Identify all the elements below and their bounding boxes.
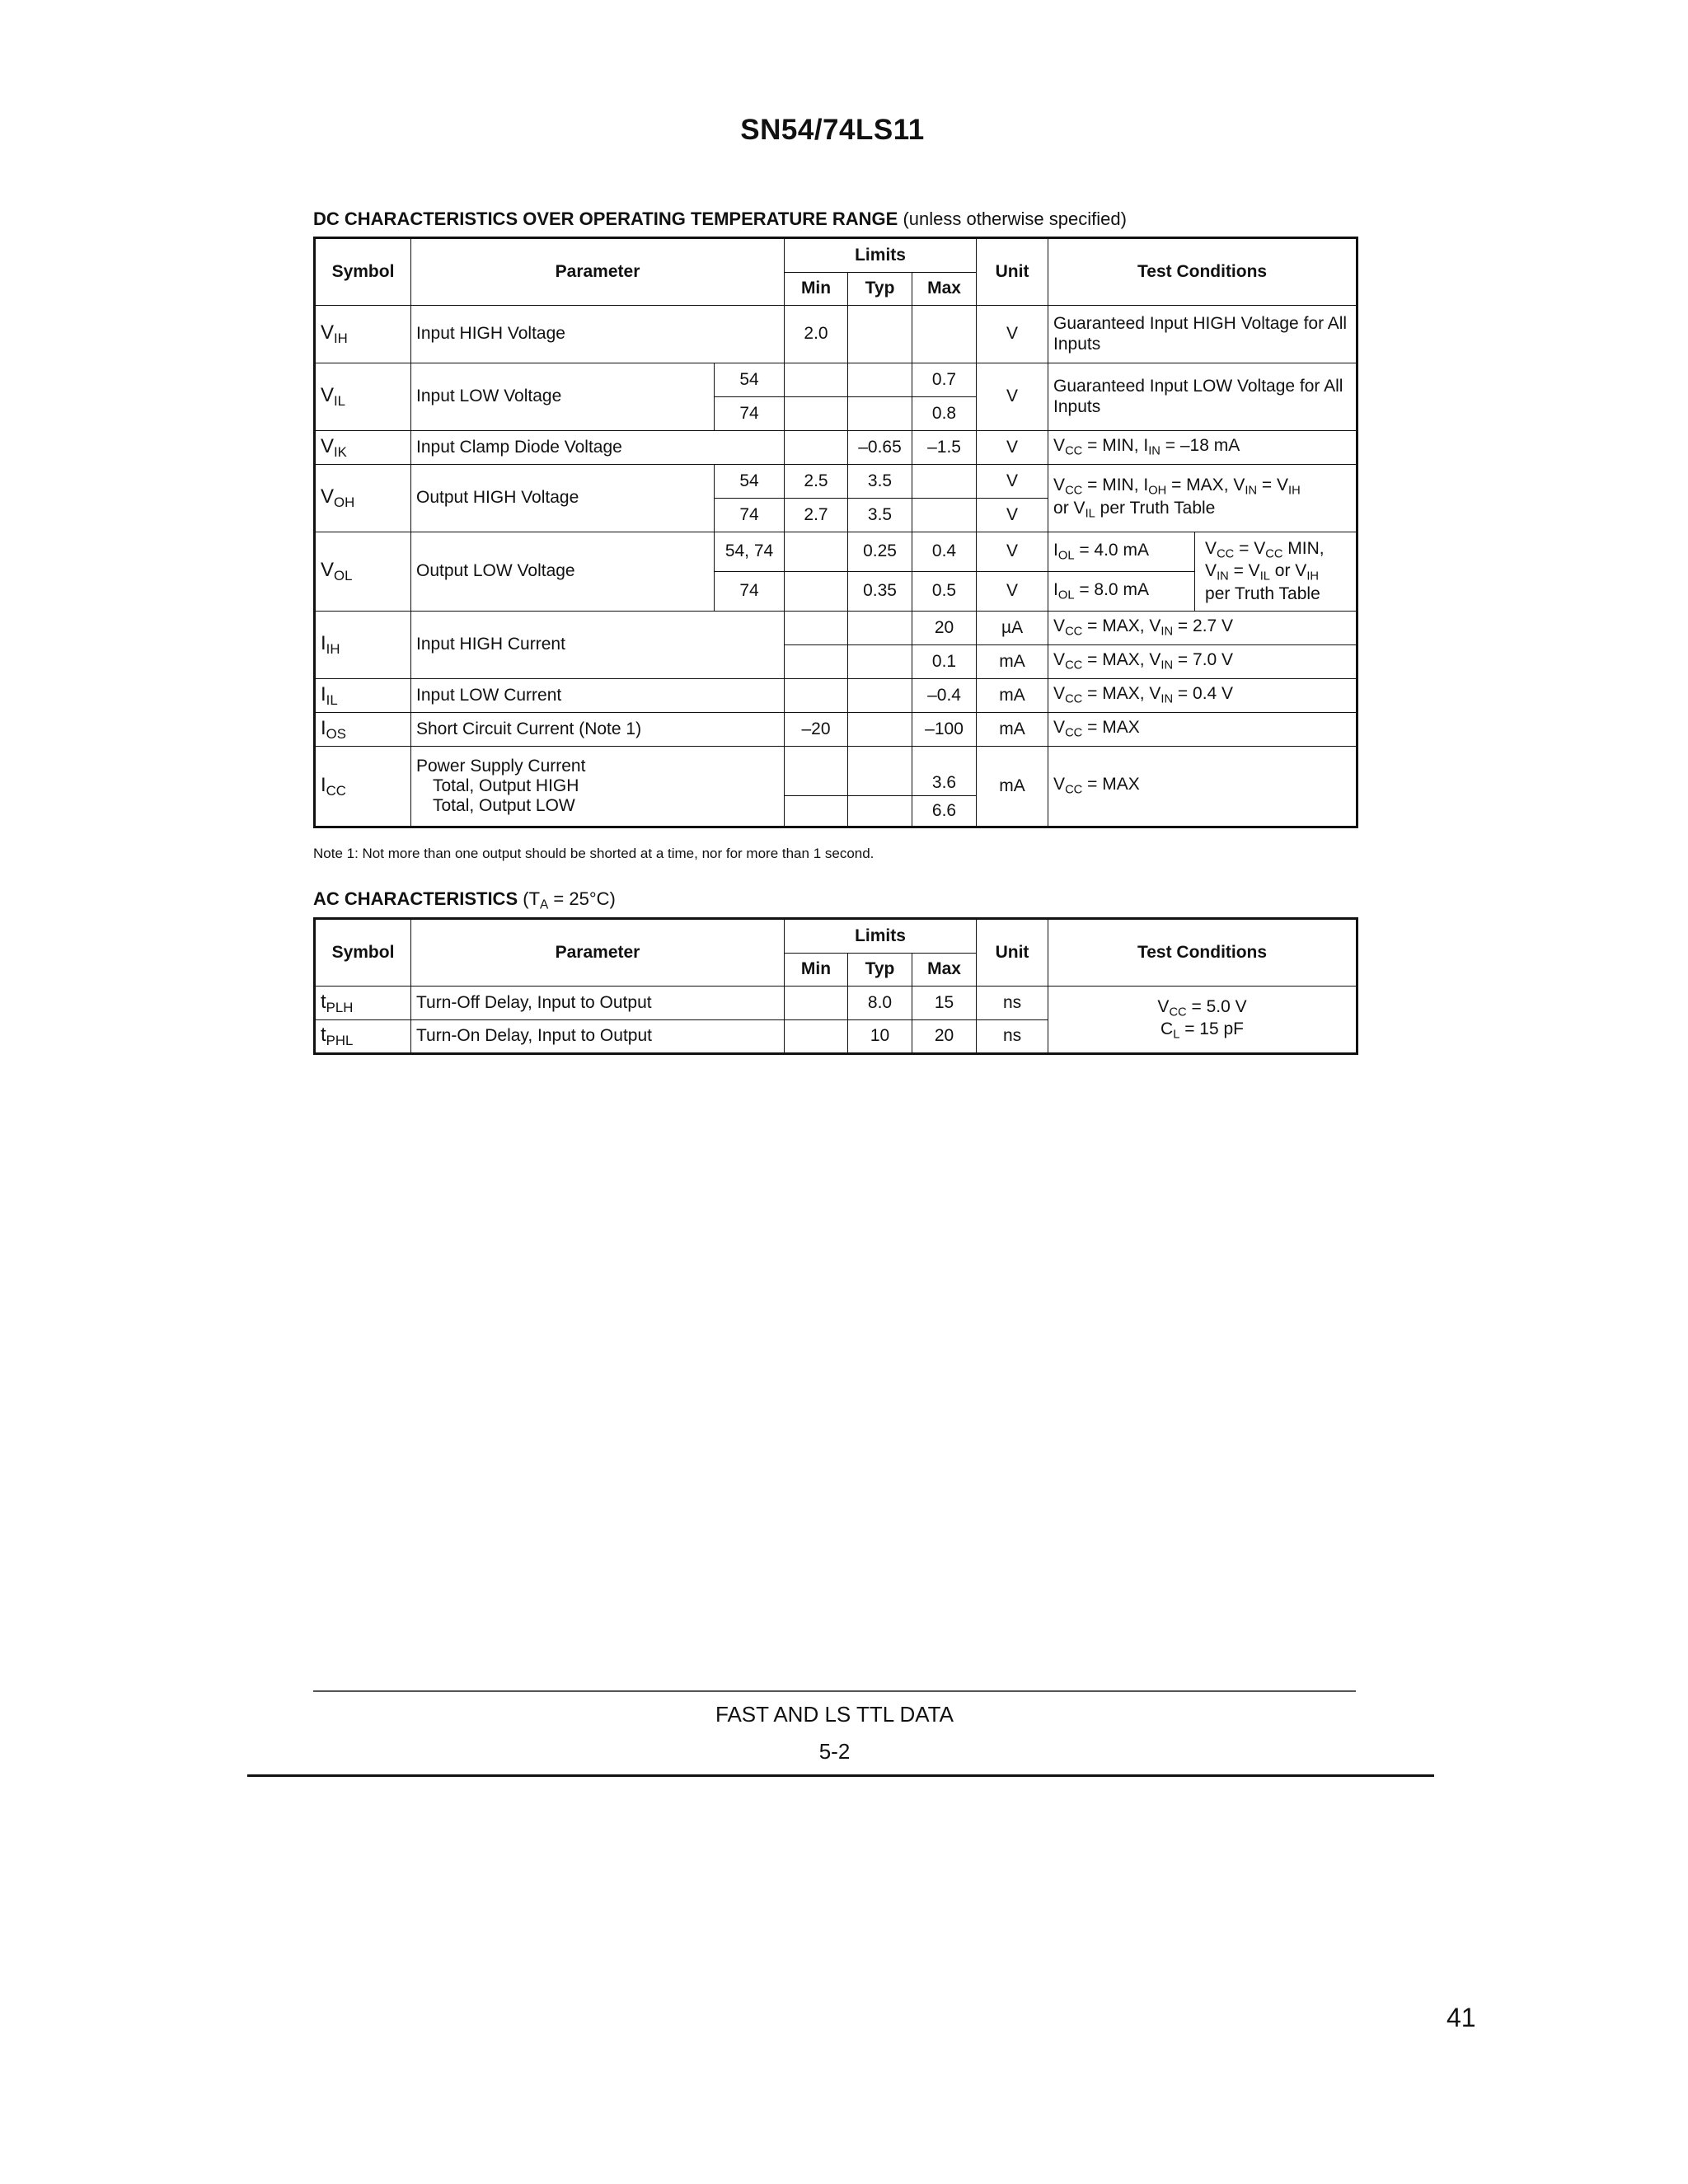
- table-row-vik: [315, 431, 1357, 465]
- device-cell: 54: [715, 465, 785, 499]
- dc-test-conditions-header: Test Conditions: [1048, 238, 1357, 306]
- max-cell: 0.7: [912, 363, 977, 397]
- test-conditions-cell: $V_{CC} = 5.0$ V $C_L = 15$ pF: [1048, 987, 1357, 1054]
- parameter-cell: Turn-Off Delay, Input to Output: [411, 987, 785, 1020]
- dc-header-row-1: [315, 238, 1357, 273]
- dc-symbol-header: Symbol: [315, 238, 411, 306]
- max-cell: 3.6: [912, 747, 977, 796]
- dc-typ-header: Typ: [848, 273, 912, 306]
- max-cell: 20: [912, 1020, 977, 1054]
- table-row-vil-54: [315, 363, 1357, 397]
- max-cell: 0.5: [912, 572, 977, 612]
- ac-heading-bold: AC CHARACTERISTICS: [313, 888, 518, 909]
- symbol-cell: $I_{OS}$: [315, 713, 411, 747]
- unit-cell: ns: [977, 987, 1048, 1020]
- table-row-icc-1: [315, 747, 1357, 796]
- test-conditions-cell: Guaranteed Input HIGH Voltage for All Inputs: [1048, 306, 1357, 363]
- parameter-cell: Output HIGH Voltage: [411, 465, 715, 532]
- typ-cell: [848, 363, 912, 397]
- max-cell: 0.1: [912, 645, 977, 679]
- min-cell: [785, 987, 848, 1020]
- symbol-cell: $t_{PLH}$: [315, 987, 411, 1020]
- ac-symbol-header: Symbol: [315, 919, 411, 987]
- min-cell: –20: [785, 713, 848, 747]
- max-cell: 15: [912, 987, 977, 1020]
- unit-cell: mA: [977, 713, 1048, 747]
- typ-cell: [848, 747, 912, 796]
- parameter-cell: Output LOW Voltage: [411, 532, 715, 612]
- unit-cell: mA: [977, 645, 1048, 679]
- ac-parameter-header: Parameter: [411, 919, 785, 987]
- symbol-cell: $I_{CC}$: [315, 747, 411, 827]
- max-cell: [912, 499, 977, 532]
- min-cell: [785, 796, 848, 827]
- min-cell: [785, 747, 848, 796]
- ac-unit-header: Unit: [977, 919, 1048, 987]
- device-cell: 54: [715, 363, 785, 397]
- max-cell: 0.8: [912, 397, 977, 431]
- test-conditions-cell: $V_{CC}$ = MAX, $V_{IN} = 0.4$ V: [1048, 679, 1357, 713]
- typ-cell: 3.5: [848, 499, 912, 532]
- ac-header-row-1: [315, 919, 1357, 954]
- unit-cell: mA: [977, 747, 1048, 827]
- typ-cell: 0.25: [848, 532, 912, 572]
- typ-cell: 8.0: [848, 987, 912, 1020]
- ac-min-header: Min: [785, 954, 848, 987]
- test-conditions-cell: $V_{CC}$ = MAX, $V_{IN} = 2.7$ V: [1048, 612, 1357, 645]
- unit-cell: mA: [977, 679, 1048, 713]
- unit-cell: V: [977, 499, 1048, 532]
- ac-test-conditions-header: Test Conditions: [1048, 919, 1357, 987]
- typ-cell: [848, 397, 912, 431]
- typ-cell: [848, 679, 912, 713]
- table-row-vol-5474: [315, 532, 1357, 572]
- symbol-cell: $V_{IH}$: [315, 306, 411, 363]
- test-conditions-cell: $I_{OL} = 4.0$ mA: [1048, 532, 1195, 572]
- test-conditions-cell: Guaranteed Input LOW Voltage for All Inputs: [1048, 363, 1357, 431]
- test-conditions-cell: $V_{CC}$ = MIN, $I_{OH}$ = MAX, $V_{IN} = V_{IH}$ or $V_{IL}$ per Truth Table: [1048, 465, 1357, 532]
- min-cell: 2.7: [785, 499, 848, 532]
- unit-cell: V: [977, 306, 1048, 363]
- symbol-cell: $I_{IH}$: [315, 612, 411, 679]
- device-cell: 74: [715, 572, 785, 612]
- dc-characteristics-table: [313, 237, 1358, 828]
- parameter-cell: Power Supply Current Total, Output HIGH Total, Output LOW: [411, 747, 785, 827]
- dc-unit-header: Unit: [977, 238, 1048, 306]
- ac-max-header: Max: [912, 954, 977, 987]
- parameter-cell: Input LOW Current: [411, 679, 785, 713]
- table-row-voh-54: [315, 465, 1357, 499]
- max-cell: 6.6: [912, 796, 977, 827]
- max-cell: –1.5: [912, 431, 977, 465]
- typ-cell: 3.5: [848, 465, 912, 499]
- max-cell: [912, 306, 977, 363]
- min-cell: [785, 532, 848, 572]
- unit-cell: µA: [977, 612, 1048, 645]
- symbol-cell: $t_{PHL}$: [315, 1020, 411, 1054]
- min-cell: [785, 612, 848, 645]
- test-conditions-cell: $V_{CC}$ = MAX, $V_{IN} = 7.0$ V: [1048, 645, 1357, 679]
- test-conditions-cell: $V_{CC}$ = MAX: [1048, 713, 1357, 747]
- device-cell: 54, 74: [715, 532, 785, 572]
- table-row-iih-1: [315, 612, 1357, 645]
- device-cell: 74: [715, 397, 785, 431]
- min-cell: [785, 645, 848, 679]
- min-cell: 2.0: [785, 306, 848, 363]
- dc-min-header: Min: [785, 273, 848, 306]
- test-conditions-cell: $I_{OL} = 8.0$ mA: [1048, 572, 1195, 612]
- test-conditions-cell: $V_{CC}$ = MIN, $I_{IN} = -18$ mA: [1048, 431, 1357, 465]
- page-title: SN54/74LS11: [740, 114, 925, 146]
- dc-heading-bold: DC CHARACTERISTICS OVER OPERATING TEMPERATURE RANGE: [313, 209, 898, 229]
- parameter-cell: Input Clamp Diode Voltage: [411, 431, 785, 465]
- typ-cell: –0.65: [848, 431, 912, 465]
- footer-divider: [313, 1690, 1356, 1692]
- parameter-cell: Input LOW Voltage: [411, 363, 715, 431]
- test-conditions-shared-cell: $V_{CC} = V_{CC}$ MIN, $V_{IN} = V_{IL}$ or $V_{IH}$ per Truth Table: [1195, 532, 1357, 612]
- ac-typ-header: Typ: [848, 954, 912, 987]
- min-cell: [785, 397, 848, 431]
- parameter-cell: Input HIGH Voltage: [411, 306, 785, 363]
- dc-section-heading: [313, 209, 1127, 230]
- typ-cell: [848, 306, 912, 363]
- typ-cell: [848, 713, 912, 747]
- footer-title: FAST AND LS TTL DATA: [715, 1702, 954, 1727]
- parameter-cell: Short Circuit Current (Note 1): [411, 713, 785, 747]
- min-cell: [785, 679, 848, 713]
- unit-cell: V: [977, 465, 1048, 499]
- unit-cell: V: [977, 363, 1048, 431]
- footer-bottom-rule: [247, 1774, 1434, 1777]
- typ-cell: [848, 645, 912, 679]
- typ-cell: [848, 796, 912, 827]
- footnote: Note 1: Not more than one output should be shorted at a time, nor for more than 1 second.: [313, 846, 874, 861]
- typ-cell: [848, 612, 912, 645]
- dc-heading-rest: (unless otherwise specified): [898, 209, 1127, 229]
- ac-limits-header: Limits: [785, 919, 977, 954]
- typ-cell: 0.35: [848, 572, 912, 612]
- max-cell: 0.4: [912, 532, 977, 572]
- max-cell: [912, 465, 977, 499]
- unit-cell: V: [977, 431, 1048, 465]
- table-row-tplh: [315, 987, 1357, 1020]
- symbol-cell: $V_{OH}$: [315, 465, 411, 532]
- min-cell: [785, 431, 848, 465]
- symbol-cell: $V_{OL}$: [315, 532, 411, 612]
- dc-limits-header: Limits: [785, 238, 977, 273]
- typ-cell: 10: [848, 1020, 912, 1054]
- dc-parameter-header: Parameter: [411, 238, 785, 306]
- symbol-cell: $I_{IL}$: [315, 679, 411, 713]
- device-cell: 74: [715, 499, 785, 532]
- min-cell: [785, 1020, 848, 1054]
- max-cell: 20: [912, 612, 977, 645]
- ac-characteristics-table: [313, 917, 1358, 1055]
- min-cell: 2.5: [785, 465, 848, 499]
- parameter-cell: Turn-On Delay, Input to Output: [411, 1020, 785, 1054]
- symbol-cell: $V_{IK}$: [315, 431, 411, 465]
- max-cell: –0.4: [912, 679, 977, 713]
- parameter-cell: Input HIGH Current: [411, 612, 785, 679]
- ac-section-heading: AC CHARACTERISTICS $(T_A = 25^\circ C)$: [313, 888, 616, 912]
- symbol-cell: $V_{IL}$: [315, 363, 411, 431]
- unit-cell: V: [977, 572, 1048, 612]
- min-cell: [785, 363, 848, 397]
- table-row-vih: [315, 306, 1357, 363]
- sheet-number: 41: [1447, 2003, 1476, 2032]
- table-row-ios: [315, 713, 1357, 747]
- unit-cell: ns: [977, 1020, 1048, 1054]
- dc-max-header: Max: [912, 273, 977, 306]
- table-row-iil: [315, 679, 1357, 713]
- test-conditions-cell: $V_{CC}$ = MAX: [1048, 747, 1357, 827]
- min-cell: [785, 572, 848, 612]
- footer-page-number: 5-2: [818, 1739, 851, 1764]
- unit-cell: V: [977, 532, 1048, 572]
- max-cell: –100: [912, 713, 977, 747]
